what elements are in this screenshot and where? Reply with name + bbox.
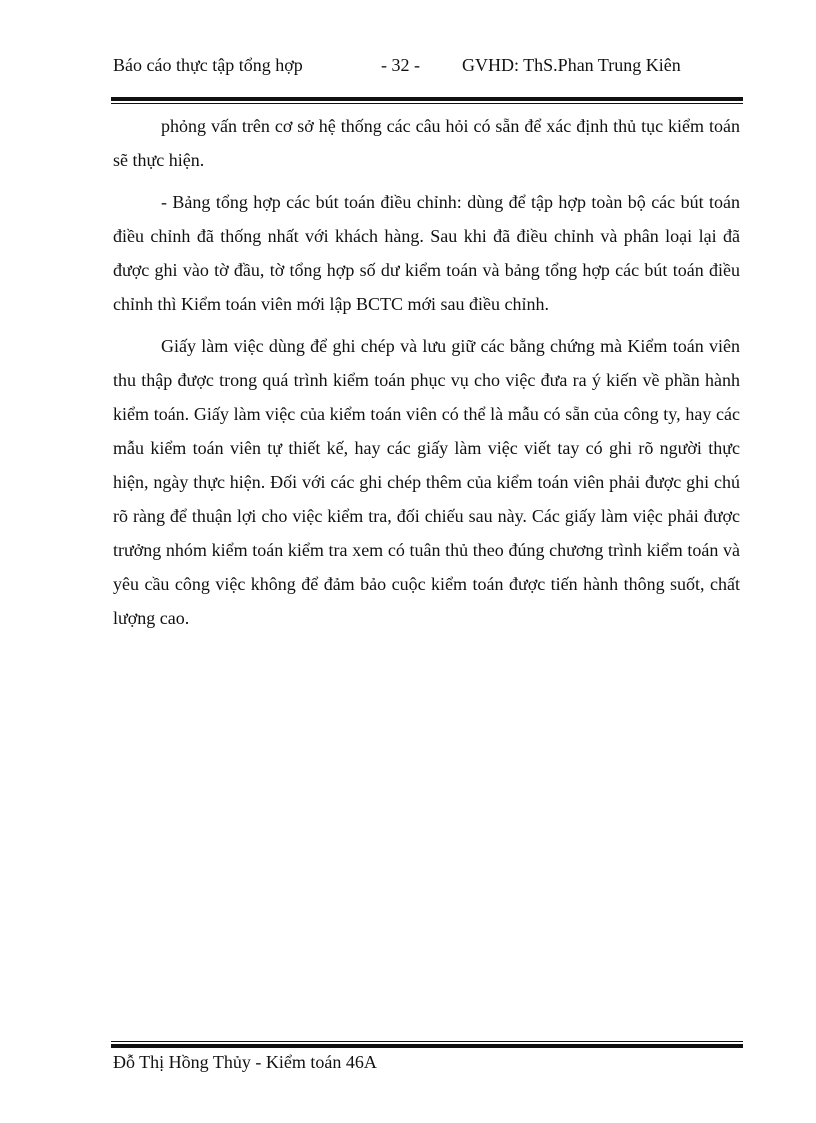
author-label: Đỗ Thị Hồng Thủy - Kiểm toán 46A	[113, 1052, 377, 1072]
header-divider	[111, 97, 743, 104]
page-number: - 32 -	[381, 55, 420, 75]
page-footer	[113, 1048, 743, 1076]
paragraph-working-papers: Giấy làm việc dùng để ghi chép và lưu giữ các bằng chứng mà Kiểm toán viên thu thập được trong quá trình kiểm toán phục vụ cho việc đưa ra ý kiến về phần hành kiểm toán. Giấy làm việc của kiểm toán viên có thể là mẫu có sẵn của công ty, hay các mẫu kiểm toán viên tự thiết kế, hay các giấy làm việc viết tay có ghi rõ người thực hiện, ngày thực hiện. Đối với các ghi chép thêm của kiểm toán viên phải được ghi chú rõ ràng để thuận lợi cho việc kiểm tra, đối chiếu sau này. Các giấy làm việc phải được trưởng nhóm kiểm toán kiểm tra xem có tuân thủ theo đúng chương trình kiểm toán và yêu cầu công việc không để đảm bảo cuộc kiểm toán được tiến hành thông suốt, chất lượng cao.	[113, 336, 740, 628]
footer-divider	[111, 1041, 743, 1048]
page-header	[113, 50, 743, 80]
report-title: Báo cáo thực tập tổng hợp	[113, 55, 303, 75]
supervisor-label: GVHD: ThS.Phan Trung Kiên	[462, 55, 681, 75]
paragraph-continuation: phỏng vấn trên cơ sở hệ thống các câu hỏi có sẵn để xác định thủ tục kiểm toán sẽ thực hiện.	[113, 116, 740, 170]
paragraph-adjustment-summary: - Bảng tổng hợp các bút toán điều chỉnh: dùng để tập hợp toàn bộ các bút toán điều chỉnh đã thống nhất với khách hàng. Sau khi đã điều chỉnh và phân loại lại đã được ghi vào tờ đầu, tờ tổng hợp số dư kiểm toán và bảng tổng hợp các bút toán điều chỉnh thì Kiểm toán viên mới lập BCTC mới sau điều chỉnh.	[113, 192, 740, 314]
body-text	[113, 109, 740, 643]
